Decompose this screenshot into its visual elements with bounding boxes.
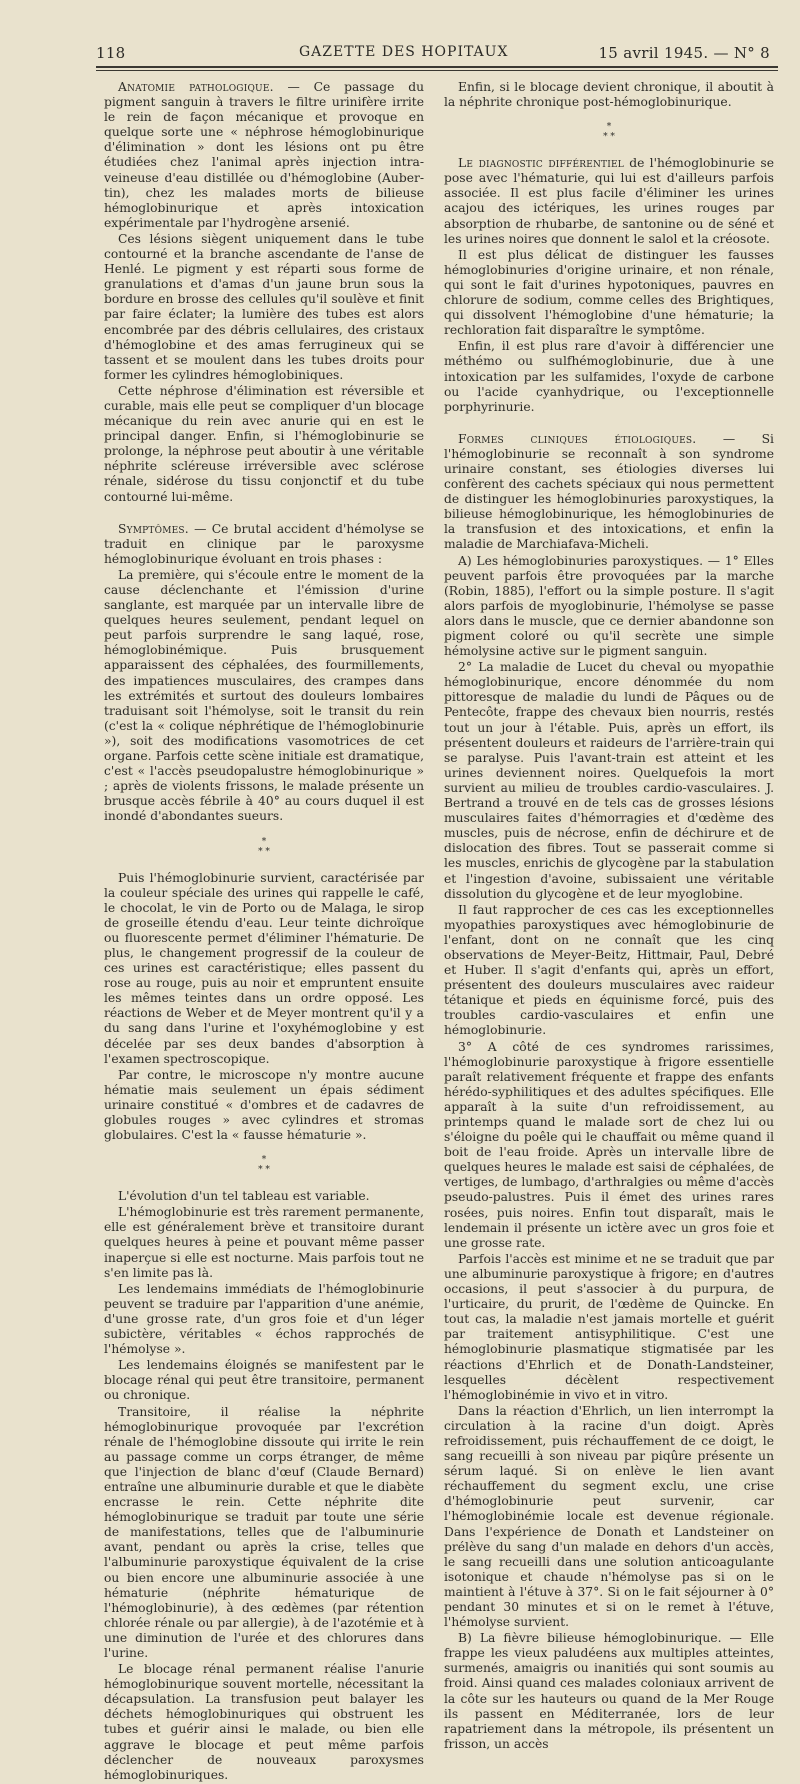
- paragraph-text: Par contre, le microscope n'y montre aucune hématie mais seulement un épais sédiment urinaire constitué « d'ombres et de cadavres de globules rouges » avec cylindres et stromas globulaires. C'est la « fausse hématurie ».: [104, 1067, 424, 1143]
- page-number: 118: [96, 44, 126, 62]
- paragraph: [444, 1040, 774, 1251]
- paragraph: [444, 80, 774, 110]
- paragraph-text: Les lendemains éloignés se manifestent par le blocage rénal qui peut être transitoire, permanent ou chronique.: [104, 1358, 424, 1403]
- paragraph-text: — Ce brutal accident d'hémolyse se traduit en clinique par le paroxysme hémoglobinurique évoluant en trois phases :: [104, 521, 424, 566]
- paragraph-text: Cette néphrose d'élimination est réversible et curable, mais elle peut se compliquer d'un blocage mécanique du rein avec anurie qui en est le principal danger. Enfin, si l'hémoglobinurie se prolonge, la néphrose peut aboutir à une véritable néphrite scléreuse irréversible avec sclérose rénale, sidérose du tissu conjonctif et du tube contourné lui-même.: [104, 383, 424, 504]
- section-heading: Formes cliniques étiologiques.: [458, 431, 697, 446]
- paragraph: [444, 660, 774, 902]
- paragraph-text: Parfois l'accès est minime et ne se traduit que par une albuminurie paroxystique à frigore; en d'autres occasions, il peut s'associer à du purpura, de l'urticaire, du prurit, de l'œdème de Quincke. En tout cas, la maladie n'est jamais mortelle et guérit par traitement antisyphilitique. C'est une hémoglobinurie plasmatique stigmatisée par les réactions d'Ehrlich et de Donath-Landsteiner, lesquelles décèlent respectivement l'hémoglobinémie in vivo et in vitro.: [444, 1251, 774, 1402]
- paragraph: [104, 80, 424, 231]
- paragraph: [444, 248, 774, 339]
- paragraph: [444, 1404, 774, 1630]
- paragraph-text: Les lendemains immédiats de l'hémoglobinurie peuvent se traduire par l'apparition d'une anémie, d'une grosse rate, d'un gros foie et d'un léger subictère, véritables « échos rapprochés de l'hémolyse ».: [104, 1281, 424, 1357]
- header-rule-thin: [96, 70, 778, 71]
- paragraph: [444, 339, 774, 414]
- paragraph: [104, 1662, 424, 1783]
- paragraph: [444, 554, 774, 660]
- section-heading: Symptômes.: [118, 521, 189, 536]
- paragraph-text: L'hémoglobinurie est très rarement permanente, elle est généralement brève et transitoire durant quelques heures à peine et pouvant même passer inaperçue si elle est nocturne. Mais parfois tout ne s'en limite pas là.: [104, 1205, 424, 1280]
- paragraph-text: Dans la réaction d'Ehrlich, un lien interrompt la circulation à la racine d'un doigt. Après refroidissement, puis réchauffement de ce doigt, le sang recueilli à son niveau par piqûre présente un sérum laqué. Si on enlève le lien avant réchauffement du segment exclu, une crise d'hémoglobinurie peut survenir, car l'hémoglobinémie locale est devenue régionale. Dans l'expérience de Donath et Landsteiner on prélève du sang d'un malade en dehors d'un accès, le sang recueilli dans une solution anticoagulante isotonique et chaude n'hémolyse pas si on le maintient à l'étuve à 37°. Si on le fait séjourner à 0° pendant 30 minutes et si on le remet à l'étuve, l'hémolyse survient.: [444, 1403, 774, 1630]
- paragraph-text: A) Les hémoglobinuries paroxystiques. — 1° Elles peuvent parfois être provoquées par la marche (Robin, 1885), l'effort ou la simple posture. Il s'agit alors parfois de myoglobinurie, l'hémolyse se passe alors dans le muscle, que ce dernier abandonne son pigment coloré ou qu'il secrète une simple hémolysine active sur le pigment sanguin.: [444, 553, 774, 659]
- paragraph-text: 3° A côté de ces syndromes rarissimes, l'hémoglobinurie paroxystique à frigore essentielle paraît relativement fréquente et frappe des enfants hérédo-syphilitiques et des adultes spécifiques. Elle apparaît à la suite d'un refroidissement, au printemps quand le malade sort de chez lui ou s'éloigne du poêle qui le chauffait ou même quand il boit de l'eau froide. Après un intervalle libre de quelques heures le malade est saisi de céphalées, de vertiges, de lumbago, d'arthralgies ou même d'accès pseudo-palustres. Puis il émet des urines rares rosées, puis noires. Enfin tout disparaît, mais le lendemain il présente un ictère avec un gros foie et une grosse rate.: [444, 1039, 774, 1250]
- section-heading: Anatomie pathologique.: [118, 80, 274, 94]
- paragraph: [104, 1405, 424, 1662]
- paragraph-text: Transitoire, il réalise la néphrite hémoglobinurique provoquée par l'excrétion rénale de l'hémoglobine dissoute qui irrite le rein au passage comme un corps étranger, de même que l'injection de blanc d'œuf (Claude Bernard) entraîne une albuminurie durable et que le diabète encrasse le rein. Cette néphrite dite hémoglobinurique se traduit par toute une série de manifestations, telles que de l'albuminurie avant, pendant ou après la crise, telles que l'albuminurie paroxystique équivalent de la crise ou bien encore une albuminurie associée à une hématurie (néphrite hématurique de l'hémoglobinurie), à des œdèmes (par rétention chlorée rénale ou par allergie), à de l'azotémie et à une diminution de l'urée et des chlorures dans l'urine.: [104, 1404, 424, 1660]
- paragraph: [104, 232, 424, 383]
- paragraph: [104, 1205, 424, 1280]
- issue-date: 15 avril 1945. — N° 8: [598, 44, 770, 62]
- section-heading: Le diagnostic différentiel: [458, 156, 624, 171]
- paragraph: [104, 384, 424, 505]
- paragraph: [444, 1252, 774, 1403]
- journal-title: GAZETTE DES HOPITAUX: [299, 44, 509, 60]
- paragraph-text: Il faut rapprocher de ces cas les exceptionnelles myopathies paroxystiques avec hémoglobinurie de l'enfant, dont on ne connaît que les cinq observations de Meyer-Beitz, Hittmair, Paul, Debré et Huber. Il s'agit d'enfants qui, après un effort, présentent des douleurs musculaires avec raideur tétanique et pieds en équinisme forcé, puis des troubles cardio-vasculaires et enfin une hémoglobinurie.: [444, 902, 774, 1038]
- right-column: [444, 80, 774, 1753]
- paragraph-text: — Ce passage du pigment sanguin à travers le filtre urinifère irrite le rein de façon mécanique et provoque en quelque sorte une « néphrose hémoglobinurique d'élimination » dont les lésions ont pu être étudiées chez l'animal après injection intra-veineuse d'eau distillée ou d'hémoglobine (Auber-tin), chez les malades morts de bilieuse hémoglobinurique et après intoxication expérimentale par l'hydrogène arsenié.: [104, 80, 424, 230]
- paragraph-text: de l'hémoglobinurie se pose avec l'hématurie, qui lui est d'ailleurs parfois associée. Il est plus facile d'éliminer les urines acajou des ictériques, les urines rouges par absorption de rhubarbe, de santonine ou de séné et les urines noires que donnent le salol et la créosote.: [444, 156, 774, 246]
- section-separator: * * *: [258, 1155, 270, 1176]
- paragraph-text: Puis l'hémoglobinurie survient, caractérisée par la couleur spéciale des urines qui rappelle le café, le chocolat, le vin de Porto ou de Malaga, le sirop de groseille étendu d'eau. Leur teinte dichroïque ou fluorescente permet d'éliminer l'hématurie. De plus, le changement progressif de la couleur de ces urines est caractéristique; elles passent du rose au rouge, puis au noir et empruntent ensuite les mêmes teintes dans un ordre opposé. Les réactions de Weber et de Meyer montrent qu'il y a du sang dans l'urine et l'oxyhémoglobine y est décelée par ses deux bandes d'absorption à l'examen spectroscopique.: [104, 870, 424, 1066]
- section-gap: [444, 416, 774, 432]
- paragraph-text: L'évolution d'un tel tableau est variable.: [118, 1189, 370, 1204]
- paragraph: [104, 871, 424, 1067]
- paragraph: [444, 903, 774, 1039]
- paragraph-text: Enfin, il est plus rare d'avoir à différencier une méthémo ou sulfhémoglobinurie, due à une intoxication par les sulfamides, l'oxyde de carbone ou l'acide cyanhydrique, ou l'exceptionnelle porphyrinurie.: [444, 339, 774, 414]
- paragraph-text: Le blocage rénal permanent réalise l'anurie hémoglobinurique souvent mortelle, nécessitant la décapsulation. La transfusion peut balayer les déchets hémoglobinuriques qui obstruent les tubes et guérir ainsi le malade, ou bien elle aggrave le blocage et peut même parfois déclencher de nouveaux paroxysmes hémoglobinuriques.: [104, 1662, 424, 1782]
- paragraph-text: Ces lésions siègent uniquement dans le tube contourné et la branche ascendante de l'anse de Henlé. Le pigment y est réparti sous forme de granulations et d'amas d'un jaune brun sous la bordure en brosse des cellules qu'il soulève et finit par faire éclater; la lumière des tubes est alors encombrée par des débris cellulaires, des cristaux d'hémoglobine et des amas ferrugineux qui se tassent et se moulent dans les tubes droits pour former les cylindres hémoglobiniques.: [104, 231, 424, 382]
- section-separator: * * *: [603, 122, 615, 143]
- paragraph: [104, 1358, 424, 1403]
- paragraph-text: — Si l'hémoglobinurie se reconnaît à son syndrome urinaire constant, ses étiologies diverses lui confèrent des cachets spéciaux qui nous permettent de distinguer les hémoglobinuries paroxystiques, la bilieuse hémoglobinurique, les hémoglobinuries de la transfusion et des intoxications, et enfin la maladie de Marchiafava-Micheli.: [444, 431, 774, 552]
- section-separator: * * *: [258, 836, 270, 857]
- paragraph: [104, 1189, 424, 1204]
- paragraph: [444, 432, 774, 553]
- paragraph: [104, 1068, 424, 1143]
- paragraph-text: B) La fièvre bilieuse hémoglobinurique. — Elle frappe les vieux paludéens aux multiples atteintes, surmenés, amaigris ou inanitiés qui sont soumis au froid. Ainsi quand ces malades coloniaux arrivent de la côte sur les hauteurs ou quand de la Mer Rouge ils passent en Méditerranée, lors de leur rapatriement dans la métropole, ils présentent un frisson, un accès: [444, 1631, 774, 1751]
- section-gap: [104, 506, 424, 522]
- left-column: [104, 80, 424, 1784]
- paragraph: [444, 156, 774, 247]
- paragraph: [104, 1282, 424, 1357]
- paragraph-text: Enfin, si le blocage devient chronique, il aboutit à la néphrite chronique post-hémoglobinurique.: [444, 80, 774, 110]
- paragraph-text: La première, qui s'écoule entre le moment de la cause déclenchante et l'émission d'urine sanglante, est marquée par un intervalle libre de quelques heures seulement, pendant lequel on peut parfois surprendre le sang laqué, rose, hémoglobinémique. Puis brusquement apparaissent des céphalées, des fourmillements, des impatiences musculaires, des crampes dans les extrémités et surtout des douleurs lombaires traduisant soit l'hémolyse, soit le transit du rein (c'est la « colique néphrétique de l'hémoglobinurie »), soit des modifications vasomotrices de cet organe. Parfois cette scène initiale est dramatique, c'est « l'accès pseudopalustre hémoglobinurique » ; après de violents frissons, le malade présente un brusque accès fébrile à 40° au cours duquel il est inondé d'abondantes sueurs.: [104, 567, 424, 824]
- paragraph-text: Il est plus délicat de distinguer les fausses hémoglobinuries d'origine urinaire, et non rénale, qui sont le fait d'urines hypotoniques, pauvres en chlorure de sodium, comme celles des Brightiques, qui dissolvent l'hémoglobine d'une hématurie; la rechloration fait disparaître le symptôme.: [444, 247, 774, 338]
- paragraph-text: 2° La maladie de Lucet du cheval ou myopathie hémoglobinurique, encore dénommée du nom pittoresque de maladie du lundi de Pâques ou de Pentecôte, frappe des chevaux bien nourris, restés tout un jour à l'étable. Puis, après un effort, ils présentent douleurs et raideurs de l'arrière-train qui se paralyse. Puis l'avant-train est atteint et les urines deviennent noires. Quelquefois la mort survient au milieu de troubles cardio-vasculaires. J. Bertrand a trouvé en de tels cas de grosses lésions musculaires faites d'hémorragies et d'œdème des muscles, puis de nécrose, enfin de déchirure et de dislocation des fibres. Tout se passerait comme si les muscles, enrichis de glycogène par la stabulation et l'ingestion d'avoine, subissaient une véritable dissolution du glycogène et de leur myoglobine.: [444, 660, 774, 901]
- header-rule: [96, 66, 778, 68]
- paragraph: [104, 568, 424, 825]
- paragraph: [104, 522, 424, 567]
- page-header: [96, 44, 770, 66]
- paragraph: [444, 1631, 774, 1752]
